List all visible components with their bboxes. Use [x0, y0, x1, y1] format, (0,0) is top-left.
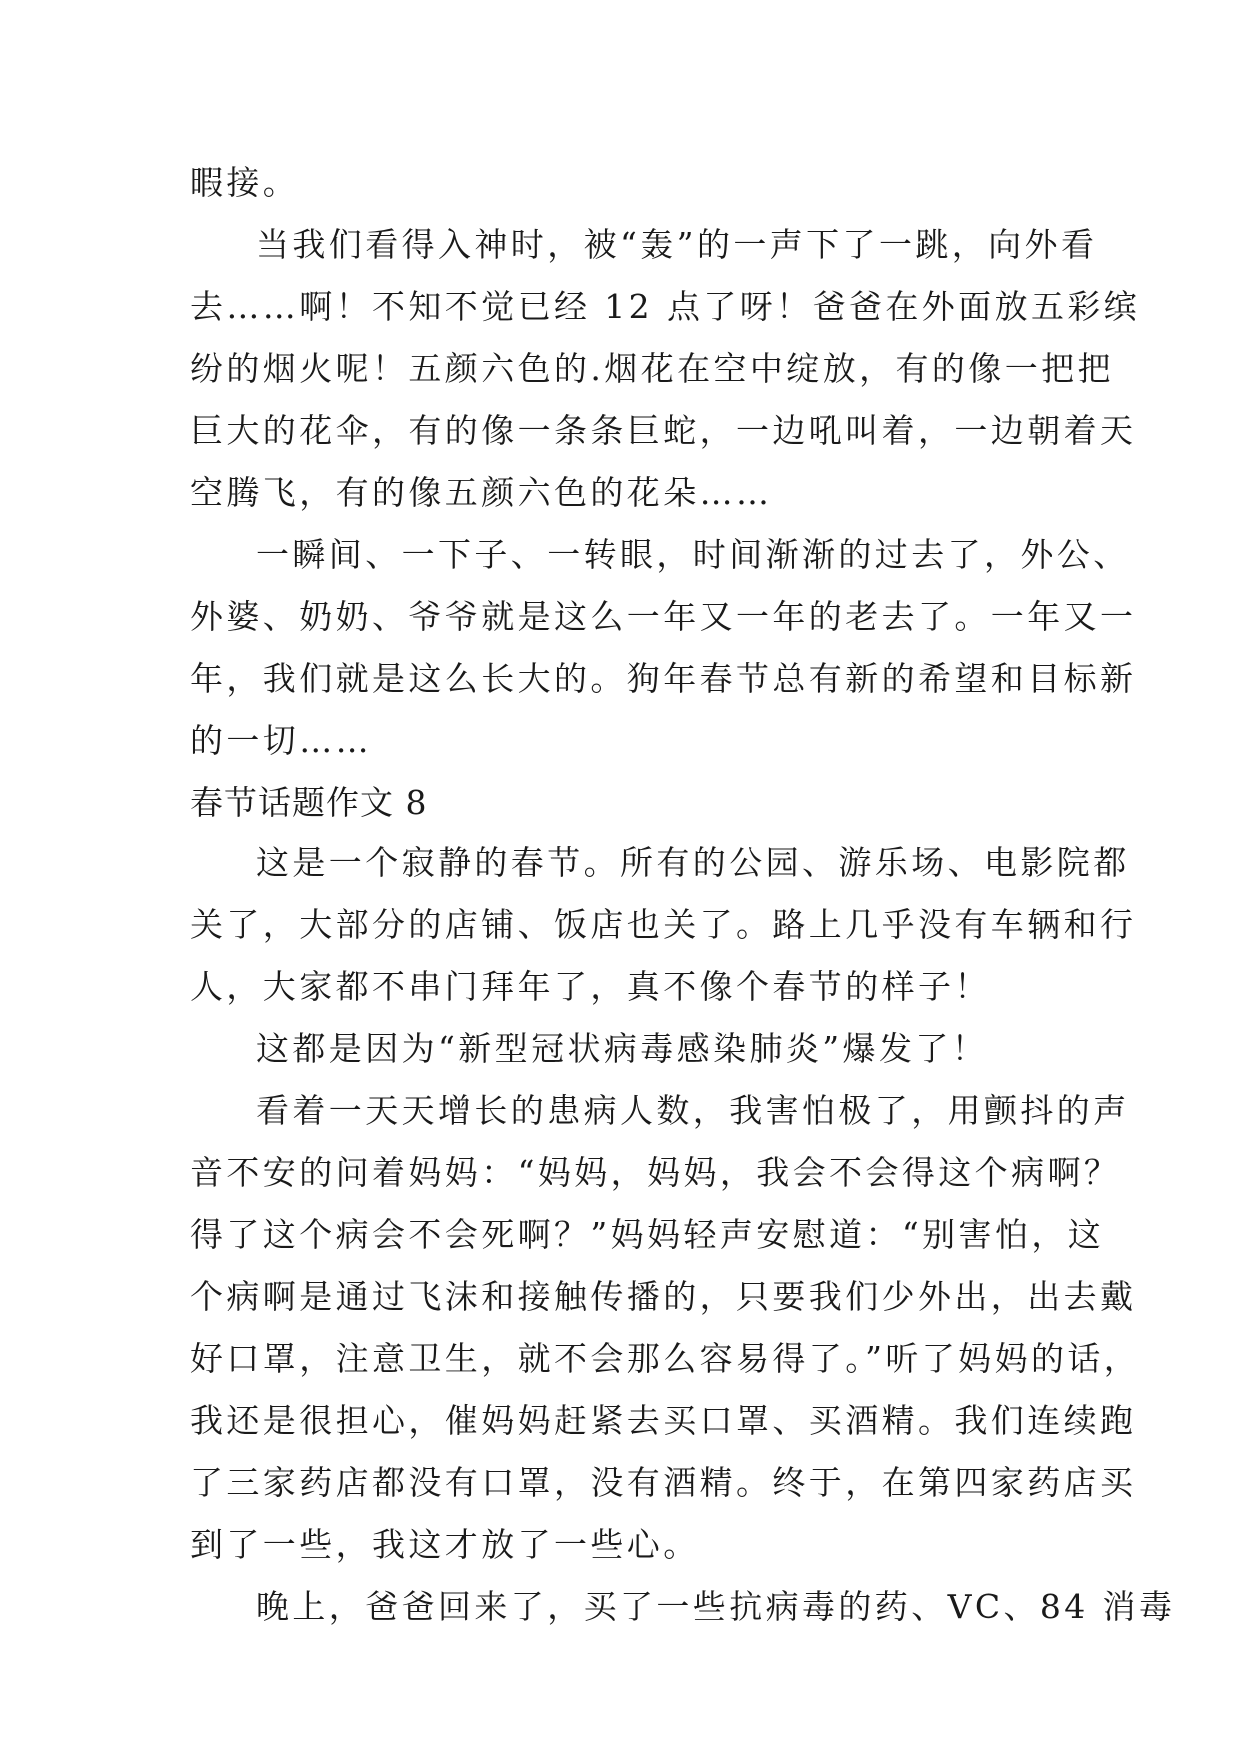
text-line: 音不安的问着妈妈：“妈妈，妈妈，我会不会得这个病啊？ [190, 1153, 1121, 1192]
text-line: 空腾飞，有的像五颜六色的花朵…… [190, 473, 773, 512]
text-line: 的一切…… [190, 721, 372, 760]
paragraph-start-line: 看着一天天增长的患病人数，我害怕极了，用颤抖的声 [256, 1091, 1130, 1130]
text-line: 人，大家都不串门拜年了，真不像个春节的样子！ [190, 967, 991, 1006]
text-line: 到了一些，我这才放了一些心。 [190, 1525, 700, 1564]
paragraph-start-line: 一瞬间、一下子、一转眼，时间渐渐的过去了，外公、 [256, 535, 1130, 574]
text-line: 去……啊！不知不觉已经 12 点了呀！爸爸在外面放五彩缤 [190, 287, 1141, 326]
text-line: 年，我们就是这么长大的。狗年春节总有新的希望和目标新 [190, 659, 1137, 698]
text-line: 好口罩，注意卫生，就不会那么容易得了。”听了妈妈的话， [190, 1339, 1141, 1378]
text-line: 个病啊是通过飞沫和接触传播的，只要我们少外出，出去戴 [190, 1277, 1137, 1316]
paragraph-start-line: 当我们看得入神时，被“轰”的一声下了一跳，向外看 [256, 225, 1098, 264]
text-line: 巨大的花伞，有的像一条条巨蛇，一边吼叫着，一边朝着天 [190, 411, 1137, 450]
paragraph-start-line: 这是一个寂静的春节。所有的公园、游乐场、电影院都 [256, 843, 1130, 882]
text-line: 外婆、奶奶、爷爷就是这么一年又一年的老去了。一年又一 [190, 597, 1137, 636]
text-line: 我还是很担心，催妈妈赶紧去买口罩、买酒精。我们连续跑 [190, 1401, 1137, 1440]
paragraph-start-line: 这都是因为“新型冠状病毒感染肺炎”爆发了！ [256, 1029, 989, 1068]
text-line: 暇接。 [190, 163, 300, 202]
section-heading: 春节话题作文 8 [190, 783, 428, 822]
text-line: 关了，大部分的店铺、饭店也关了。路上几乎没有车辆和行 [190, 905, 1137, 944]
text-line: 纷的烟火呢！五颜六色的.烟花在空中绽放，有的像一把把 [190, 349, 1114, 388]
paragraph-start-line: 晚上，爸爸回来了，买了一些抗病毒的药、VC、84 消毒 [256, 1587, 1176, 1626]
text-line: 得了这个病会不会死啊？”妈妈轻声安慰道：“别害怕，这 [190, 1215, 1105, 1254]
text-line: 了三家药店都没有口罩，没有酒精。终于，在第四家药店买 [190, 1463, 1137, 1502]
